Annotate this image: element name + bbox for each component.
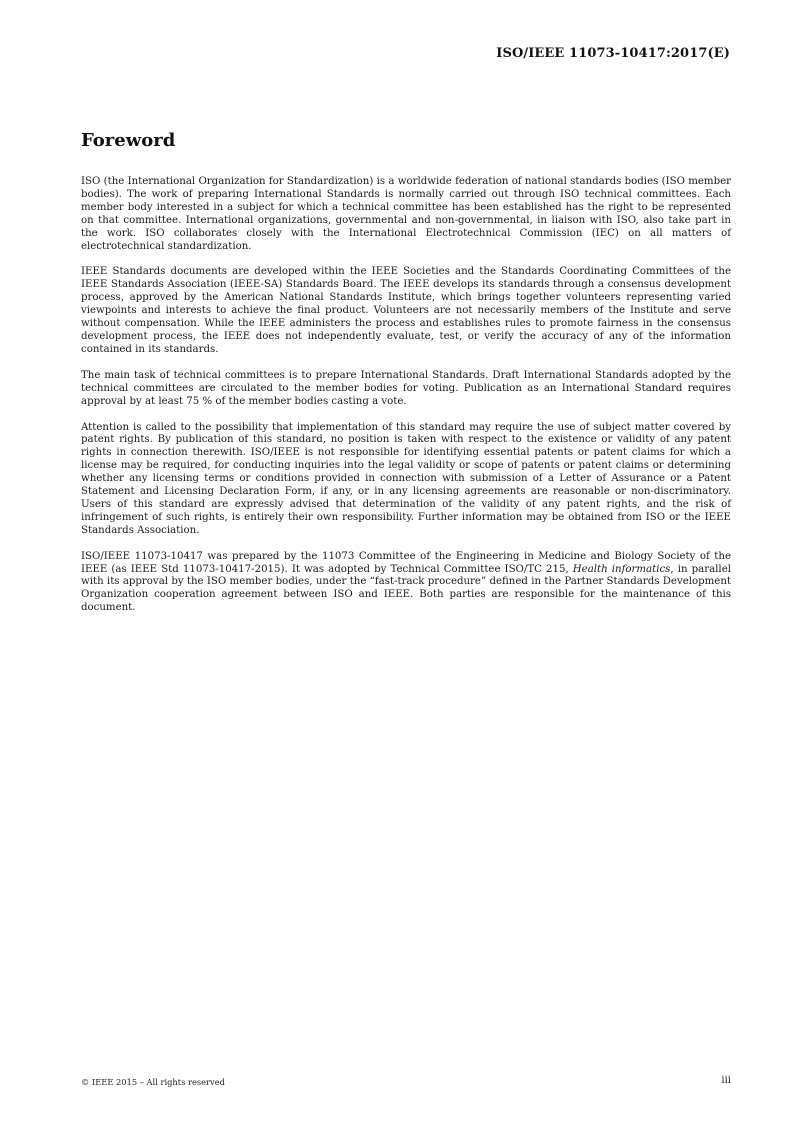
paragraph-preparation — [81, 551, 731, 616]
paragraph-patent-notice: Attention is called to the possibility that implementation of this standard may require the use of subject matter covered by patent rights. By publication of this standard, no position is taken with respect to the existence or validity of any patent rights in connection therewith. ISO/IEEE is not responsible for identifying essential patents or patent claims for which a license may be required, for conducting inquiries into the legal validity or scope of patents or patent claims or determining whether any licensing terms or conditions provided in connection with submission of a Letter of Assurance or a Patent Statement and Licensing Declaration Form, if any, or in any licensing agreements are reasonable or non-discriminatory. Users of this standard are expressly advised that determination of the validity of any patent rights, and the risk of infringement of such rights, is entirely their own responsibility. Further information may be obtained from ISO or the IEEE Standards Association. — [81, 421, 731, 536]
paragraph-preparation-italic: Health informatics — [572, 563, 671, 575]
copyright-notice: © IEEE 2015 – All rights reserved — [81, 1077, 225, 1087]
paragraph-preparation-part2: , in parallel with its approval by the ISO member bodies, under the “fast-track procedure” defined in the Partner Standards Development Organization cooperation agreement between ISO and IEEE. Both parties are responsible for the maintenance of this document. — [81, 563, 731, 614]
paragraph-technical-committees: The main task of technical committees is to prepare International Standards. Draft International Standards adopted by the technical committees are circulated to the member bodies for voting. Publication as an International Standard requires approval by at least 75 % of the member bodies casting a vote. — [81, 369, 731, 407]
paragraph-iso-intro: ISO (the International Organization for Standardization) is a worldwide federation of national standards bodies (ISO member bodies). The work of preparing International Standards is normally carried out through ISO technical committees. Each member body interested in a subject for which a technical committee has been established has the right to be represented on that committee. International organizations, governmental and non-governmental, in liaison with ISO, also take part in the work. ISO collaborates closely with the International Electrotechnical Commission (IEC) on all matters of electrotechnical standardization. — [81, 176, 731, 252]
section-title: Foreword — [81, 130, 176, 151]
page-number: iii — [721, 1075, 731, 1086]
document-identifier: ISO/IEEE 11073-10417:2017(E) — [496, 46, 730, 61]
paragraph-preparation-part1: ISO/IEEE 11073-10417 was prepared by the 11073 Committee of the Engineering in Medicine and Biology Society of the IEEE (as IEEE Std 11073-10417-2015). It was adopted by Technical Committee ISO/TC 215, — [81, 550, 731, 575]
paragraph-ieee-intro: IEEE Standards documents are developed within the IEEE Societies and the Standards Coordinating Committees of the IEEE Standards Association (IEEE-SA) Standards Board. The IEEE develops its standards through a consensus development process, approved by the American National Standards Institute, which brings together volunteers representing varied viewpoints and interests to achieve the final product. Volunteers are not necessarily members of the Institute and serve without compensation. While the IEEE administers the process and establishes rules to promote fairness in the consensus development process, the IEEE does not independently evaluate, test, or verify the accuracy of any of the information contained in its standards. — [81, 266, 731, 355]
foreword-body — [81, 176, 731, 628]
